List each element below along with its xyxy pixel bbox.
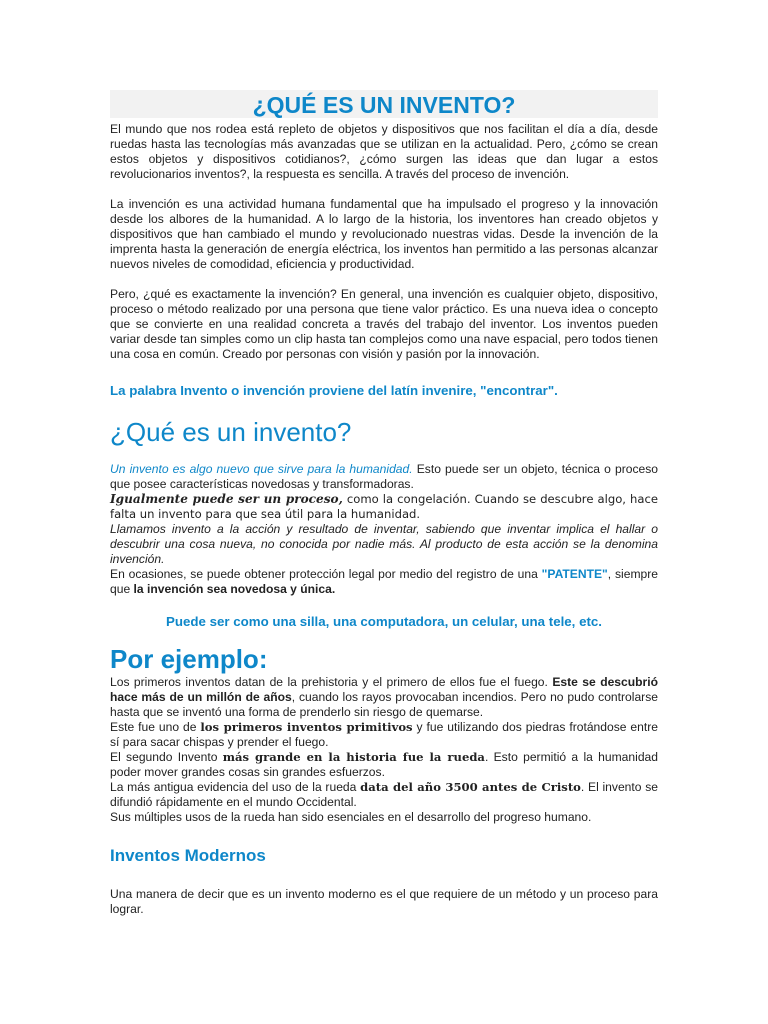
process-paragraph [110, 492, 658, 522]
etymology-note: La palabra Invento o invención proviene del latín invenire, "encontrar". [110, 383, 558, 398]
document-page [110, 90, 658, 917]
example-1-c: , cuando los rayos provocaban incendios. Pero no pudo controlarse hasta que se inventó una forma de prenderlo sin riesgo de quemarse. [110, 690, 658, 719]
definition-rest: Esto puede ser un objeto, técnica o proceso que posee características novedosas y transformadoras. [110, 462, 659, 491]
title-banner [110, 90, 658, 118]
examples-line: Puede ser como una silla, una computadora, un celular, una tele, etc. [166, 614, 602, 629]
example-line-3 [110, 750, 658, 780]
example-3-c: . Esto permitió a la humanidad poder mover grandes cosas sin grandes esfuerzos. [110, 750, 659, 779]
patent-label: "PATENTE" [541, 567, 608, 581]
example-2-b: los primeros inventos primitivos [200, 720, 413, 734]
process-highlight: Igualmente puede ser un proceso, [110, 492, 343, 506]
example-1-a: Los primeros inventos datan de la prehistoria y el primero de ellos fue el fuego. [110, 675, 553, 689]
section-heading-modern: Inventos Modernos [110, 846, 266, 865]
definition-highlight: Un invento es algo nuevo que sirve para la humanidad. [110, 462, 413, 476]
intro-paragraph-1: El mundo que nos rodea está repleto de objetos y dispositivos que nos facilitan el día a día, desde ruedas hasta las tecnologías más avanzadas que se utilizan en la actualidad. Pero, ¿cómo se crean estos objetos y dispositivos cotidianos?, ¿cómo surgen las ideas que dan lugar a estos revolucionarios inventos?, la respuesta es sencilla. A través del proceso de invención. [110, 122, 658, 181]
intro-paragraph-2: La invención es una actividad humana fundamental que ha impulsado el progreso y la innovación desde los albores de la humanidad. A lo largo de la historia, los inventores han creado objetos y dispositivos que han cambiado el mundo y revolucionado nuestras vidas. Desde la invención de la imprenta hasta la generación de energía eléctrica, los inventos han permitido a las personas alcanzar nuevos niveles de comodidad, eficiencia y productividad. [110, 197, 658, 271]
section-heading-examples: Por ejemplo: [110, 644, 268, 674]
example-line-4 [110, 780, 658, 810]
example-2-c: y fue utilizando dos piedras frotándose entre sí para sacar chispas y prender el fuego. [110, 720, 658, 749]
example-4-c: . El invento se difundió rápidamente en el mundo Occidental. [110, 780, 659, 809]
example-1-b: Este se descubrió hace más de un millón de años [110, 675, 658, 704]
example-line-2 [110, 720, 658, 750]
legal-text-a: En ocasiones, se puede obtener protección legal por medio del registro de una [110, 567, 542, 581]
example-line-5: Sus múltiples usos de la rueda han sido esenciales en el desarrollo del progreso humano. [110, 810, 592, 824]
modern-paragraph: Una manera de decir que es un invento moderno es el que requiere de un método y un proceso para lograr. [110, 887, 658, 916]
example-4-b: data del año 3500 antes de Cristo [360, 780, 581, 794]
example-3-a: El segundo Invento [110, 750, 223, 764]
page-title: ¿QUÉ ES UN INVENTO? [252, 92, 516, 118]
example-3-b: más grande en la historia fue la rueda [222, 750, 485, 764]
called-paragraph: Llamamos invento a la acción y resultado de inventar, sabiendo que inventar implica el hallar o descubrir una cosa nueva, no conocida por nadie más. Al producto de esta acción se la denomina invención. [110, 522, 658, 566]
example-line-1 [110, 675, 658, 720]
example-2-a: Este fue uno de [110, 720, 201, 734]
legal-highlight: la invención sea novedosa y única. [133, 582, 336, 596]
legal-text-b: , siempre que [110, 567, 658, 596]
legal-paragraph [110, 567, 658, 597]
example-4-a: La más antigua evidencia del uso de la rueda [110, 780, 361, 794]
process-rest: como la congelación. Cuando se descubre algo, hace falta un invento para que sea útil para la humanidad. [110, 492, 658, 521]
definition-paragraph [110, 462, 658, 492]
section-heading-what-is: ¿Qué es un invento? [110, 417, 352, 447]
intro-paragraph-3: Pero, ¿qué es exactamente la invención? En general, una invención es cualquier objeto, dispositivo, proceso o método realizado por una persona que tiene valor práctico. Es una nueva idea o concepto que se convierte en una realidad concreta a través del trabajo del inventor. Los inventos pueden variar desde tan simples como un clip hasta tan complejos como una nave espacial, pero todos tienen una cosa en común. Creado por personas con visión y pasión por la innovación. [110, 287, 658, 361]
